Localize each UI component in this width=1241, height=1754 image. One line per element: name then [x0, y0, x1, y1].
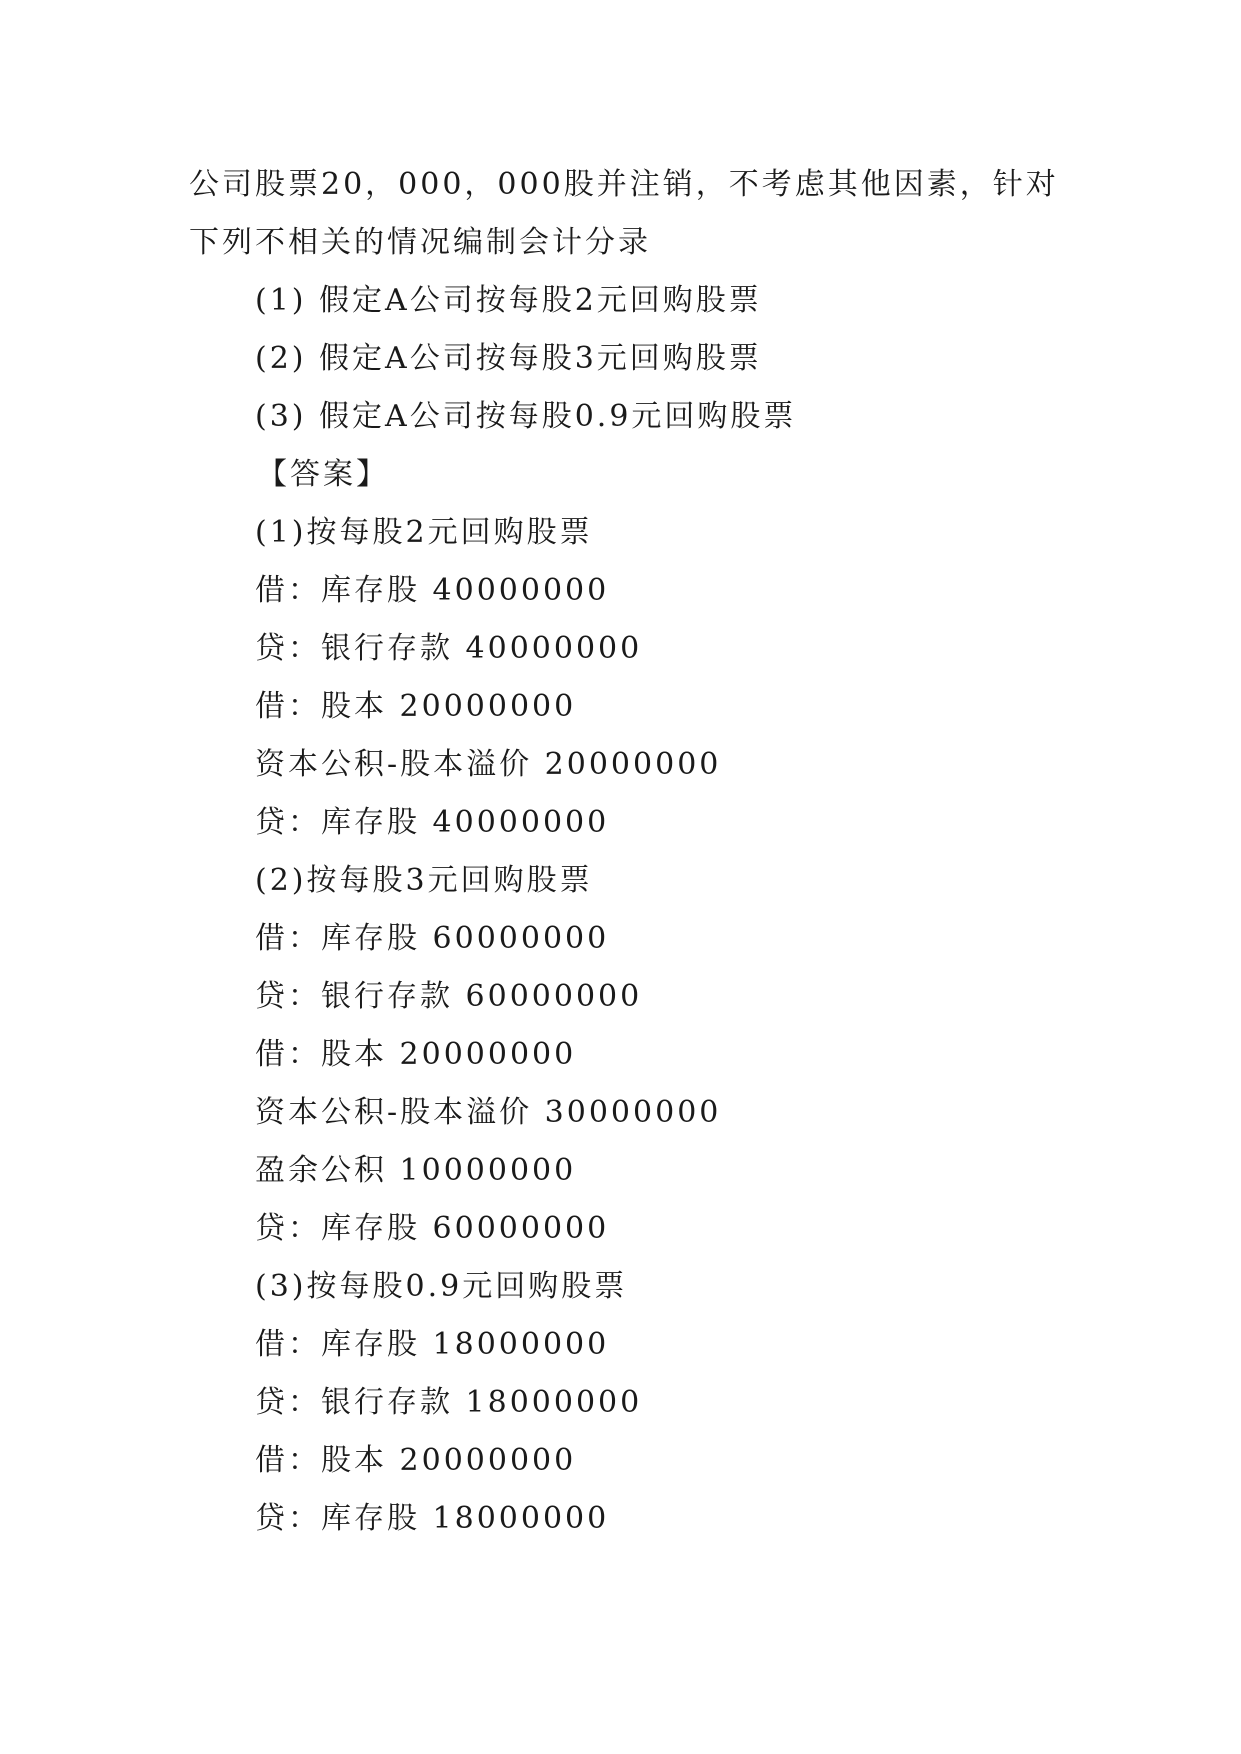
case-2-entry: 借：库存股 60000000 [255, 921, 610, 956]
case-2-entry: 盈余公积 10000000 [255, 1153, 577, 1188]
case-1-entry: 贷：库存股 40000000 [255, 805, 610, 840]
answer-heading: 【答案】 [257, 457, 389, 492]
case-2-entry: 贷：库存股 60000000 [255, 1211, 610, 1246]
question-3: (3) 假定A公司按每股0.9元回购股票 [255, 399, 797, 434]
case-3-title: (3)按每股0.9元回购股票 [255, 1269, 628, 1304]
case-2-entry: 借：股本 20000000 [255, 1037, 577, 1072]
case-1-title: (1)按每股2元回购股票 [255, 515, 593, 550]
case-1-entry: 资本公积-股本溢价 20000000 [255, 747, 722, 782]
case-3-entry: 借：股本 20000000 [255, 1443, 577, 1478]
case-1-entry: 贷：银行存款 40000000 [255, 631, 643, 666]
intro-line-2: 下列不相关的情况编制会计分录 [189, 225, 651, 260]
intro-line-1: 公司股票20，000，000股并注销，不考虑其他因素，针对 [189, 167, 1059, 202]
question-1: (1) 假定A公司按每股2元回购股票 [255, 283, 762, 318]
case-3-entry: 借：库存股 18000000 [255, 1327, 610, 1362]
case-2-entry: 贷：银行存款 60000000 [255, 979, 643, 1014]
case-2-title: (2)按每股3元回购股票 [255, 863, 593, 898]
question-2: (2) 假定A公司按每股3元回购股票 [255, 341, 762, 376]
case-2-entry: 资本公积-股本溢价 30000000 [255, 1095, 722, 1130]
case-3-entry: 贷：银行存款 18000000 [255, 1385, 643, 1420]
case-1-entry: 借：股本 20000000 [255, 689, 577, 724]
case-1-entry: 借：库存股 40000000 [255, 573, 610, 608]
case-3-entry: 贷：库存股 18000000 [255, 1501, 610, 1536]
